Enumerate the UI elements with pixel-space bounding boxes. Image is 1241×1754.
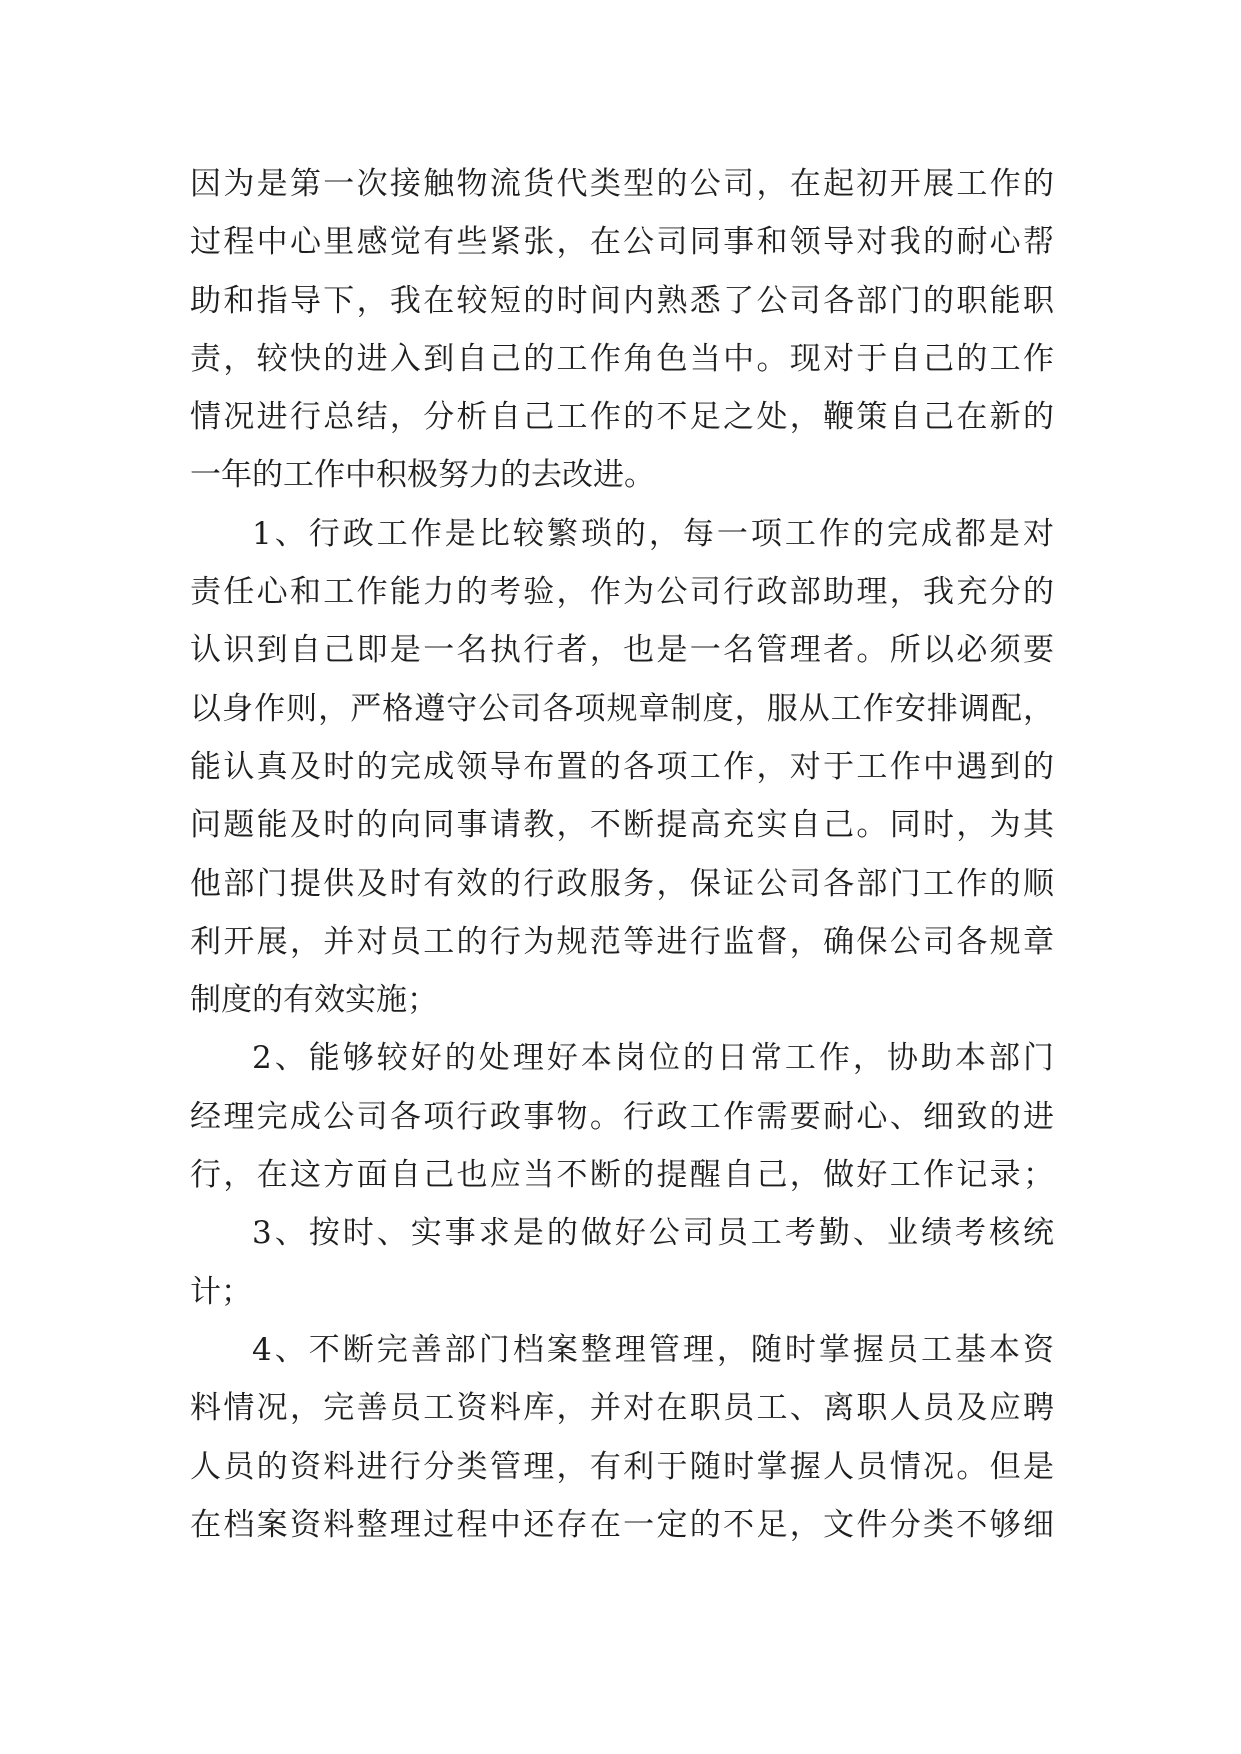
text-line: 以身作则，严格遵守公司各项规章制度，服从工作安排调配， [190, 690, 1054, 727]
text-line: 利开展，并对员工的行为规范等进行监督，确保公司各规章 [190, 923, 1054, 960]
text-line: 行，在这方面自己也应当不断的提醒自己，做好工作记录； [190, 1157, 1054, 1194]
text-line: 一年的工作中积极努力的去改进。 [190, 457, 655, 494]
text-line: 经理完成公司各项行政事物。行政工作需要耐心、细致的进 [190, 1098, 1054, 1135]
text-line: 他部门提供及时有效的行政服务，保证公司各部门工作的顺 [190, 865, 1054, 902]
text-line: 认识到自己即是一名执行者，也是一名管理者。所以必须要 [190, 632, 1054, 669]
text-line: 制度的有效实施； [190, 982, 438, 1019]
text-line: 4、不断完善部门档案整理管理，随时掌握员工基本资 [252, 1331, 1054, 1368]
text-line: 责，较快的进入到自己的工作角色当中。现对于自己的工作 [190, 340, 1054, 377]
text-line: 在档案资料整理过程中还存在一定的不足，文件分类不够细 [190, 1506, 1054, 1543]
text-line: 3、按时、实事求是的做好公司员工考勤、业绩考核统 [252, 1215, 1054, 1252]
text-line: 2、能够较好的处理好本岗位的日常工作，协助本部门 [252, 1040, 1054, 1077]
text-line: 1、行政工作是比较繁琐的，每一项工作的完成都是对 [252, 515, 1054, 552]
text-line: 能认真及时的完成领导布置的各项工作，对于工作中遇到的 [190, 748, 1054, 785]
text-line: 料情况，完善员工资料库，并对在职员工、离职人员及应聘 [190, 1390, 1054, 1427]
text-line: 问题能及时的向同事请教，不断提高充实自己。同时，为其 [190, 807, 1054, 844]
text-line: 计； [190, 1273, 252, 1310]
document-body [190, 155, 1054, 1554]
text-line: 过程中心里感觉有些紧张，在公司同事和领导对我的耐心帮 [190, 224, 1054, 261]
text-line: 人员的资料进行分类管理，有利于随时掌握人员情况。但是 [190, 1448, 1054, 1485]
text-line: 因为是第一次接触物流货代类型的公司，在起初开展工作的 [190, 166, 1054, 202]
text-line: 责任心和工作能力的考验，作为公司行政部助理，我充分的 [190, 574, 1054, 611]
text-line: 助和指导下，我在较短的时间内熟悉了公司各部门的职能职 [190, 282, 1054, 319]
text-line: 情况进行总结，分析自己工作的不足之处，鞭策自己在新的 [190, 399, 1054, 436]
